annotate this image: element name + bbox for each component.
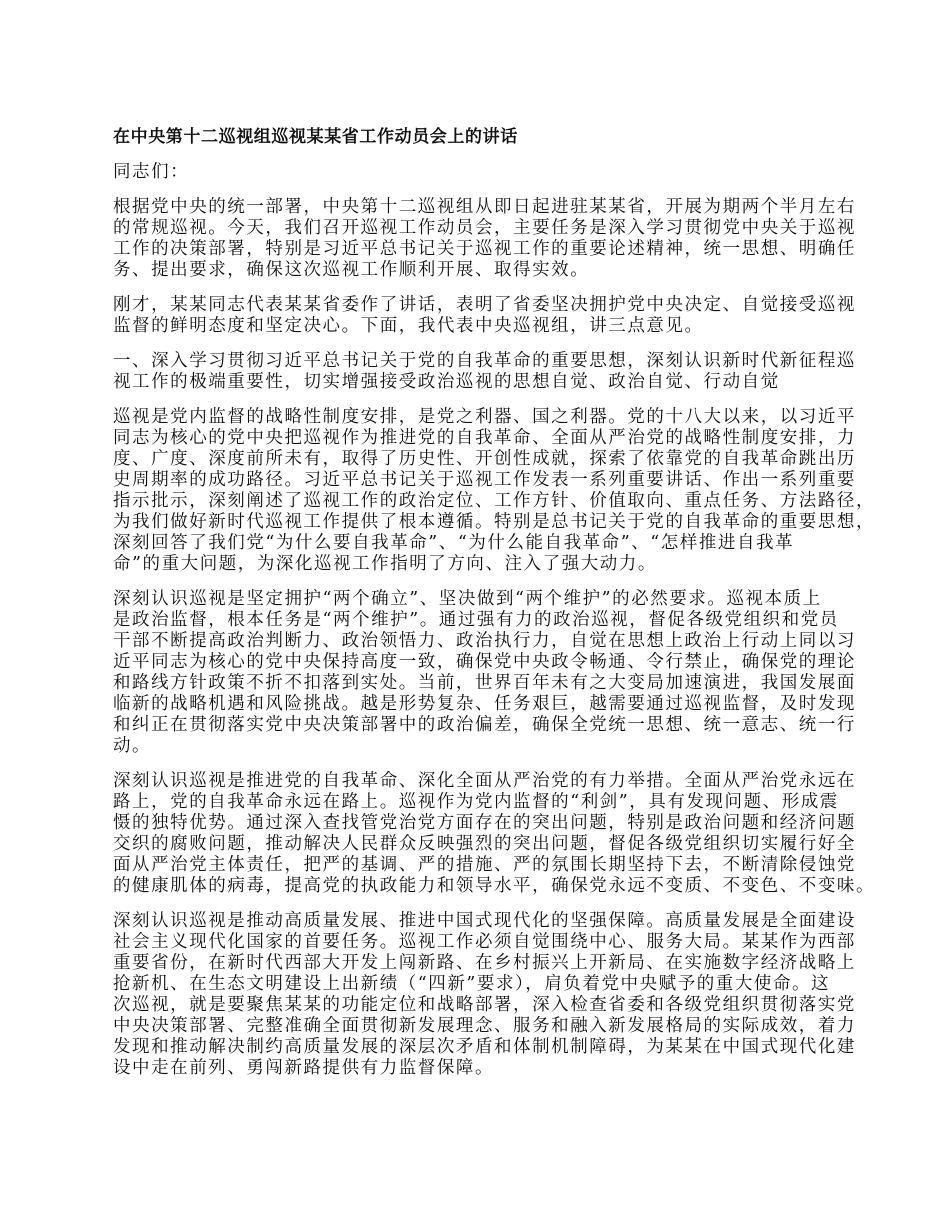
- text-line: 务、提出要求，确保这次巡视工作顺利开展、取得实效。: [113, 260, 590, 280]
- text-line: 的健康肌体的病毒，提高党的执政能力和领导水平，确保党永远不变质、不变色、不变味。: [113, 876, 875, 896]
- paragraph: [113, 197, 856, 281]
- text-line: 巡视是党内监督的战略性制度安排，是党之利器、国之利器。党的十八大以来，以习近平: [113, 407, 856, 427]
- text-line: 同志为核心的党中央把巡视作为推进党的自我革命、全面从严治党的战略性制度安排，力: [113, 428, 856, 448]
- text-line: 动。: [113, 736, 152, 756]
- paragraph: [113, 771, 875, 897]
- text-line: 中央决策部署、完整准确全面贯彻新发展理念、服务和融入新发展格局的实际成效，着力: [113, 1016, 856, 1036]
- text-line: 刚才，某某同志代表某某省委作了讲话，表明了省委坚决拥护党中央决定、自觉接受巡视: [113, 295, 856, 315]
- text-line: 度、广度、深度前所未有，取得了历史性、开创性成就，探索了依靠党的自我革命跳出历: [113, 449, 856, 469]
- text-line: 指示批示，深刻阐述了巡视工作的政治定位、工作方针、价值取向、重点任务、方法路径，: [113, 491, 875, 511]
- text-line: 发现和推动解决制约高质量发展的深层次矛盾和体制机制障碍，为某某在中国式现代化建: [113, 1037, 856, 1057]
- text-line: 监督的鲜明态度和坚定决心。下面，我代表中央巡视组，讲三点意见。: [113, 316, 704, 336]
- text-line: 近平同志为核心的党中央保持高度一致，确保党中央政令畅通、令行禁止，确保党的理论: [113, 652, 856, 672]
- text-line: 同志们：: [113, 162, 190, 182]
- text-line: 慑的独特优势。通过深入查找管党治党方面存在的突出问题，特别是政治问题和经济问题: [113, 813, 856, 833]
- text-line: 根据党中央的统一部署，中央第十二巡视组从即日起进驻某某省，开展为期两个半月左右: [113, 197, 856, 217]
- text-line: 工作的决策部署，特别是习近平总书记关于巡视工作的重要论述精神，统一思想、明确任: [113, 239, 856, 259]
- text-line: 深刻认识巡视是推动高质量发展、推进中国式现代化的坚强保障。高质量发展是全面建设: [113, 911, 856, 931]
- text-line: 是政治监督，根本任务是“两个维护”。通过强有力的政治巡视，督促各级党组织和党员: [113, 610, 839, 630]
- document-body: [113, 162, 875, 1079]
- text-line: 路上，党的自我革命永远在路上。巡视作为党内监督的“利剑”，具有发现问题、形成震: [113, 792, 839, 812]
- text-line: 深刻认识巡视是推进党的自我革命、深化全面从严治党的有力举措。全面从严治党永远在: [113, 771, 856, 791]
- text-line: 交织的腐败问题，推动解决人民群众反映强烈的突出问题，督促各级党组织切实履行好全: [113, 834, 856, 854]
- paragraph: [113, 589, 856, 757]
- text-line: 社会主义现代化国家的首要任务。巡视工作必须自觉围绕中心、服务大局。某某作为西部: [113, 932, 856, 952]
- text-line: 和纠正在贯彻落实党中央决策部署中的政治偏差，确保全党统一思想、统一意志、统一行: [113, 715, 856, 735]
- text-line: 和路线方针政策不折不扣落到实处。当前，世界百年未有之大变局加速演进，我国发展面: [113, 673, 856, 693]
- text-line: 深刻回答了我们党“为什么要自我革命”、“为什么能自我革命”、“怎样推进自我革: [113, 533, 795, 553]
- text-line: 视工作的极端重要性，切实增强接受政治巡视的思想自觉、政治自觉、行动自觉: [113, 372, 780, 392]
- paragraph: [113, 295, 856, 337]
- document-title: 在中央第十二巡视组巡视某某省工作动员会上的讲话: [113, 127, 518, 147]
- text-line: 为我们做好新时代巡视工作提供了根本遵循。特别是总书记关于党的自我革命的重要思想，: [113, 512, 875, 532]
- text-line: 命”的重大问题，为深化巡视工作指明了方向、注入了强大动力。: [113, 554, 657, 574]
- text-line: 抢新机、在生态文明建设上出新绩（“四新”要求），肩负着党中央赋予的重大使命。这: [113, 974, 831, 994]
- paragraph: [113, 407, 875, 575]
- text-line: 史周期率的成功路径。习近平总书记关于巡视工作发表一系列重要讲话、作出一系列重要: [113, 470, 856, 490]
- text-line: 次巡视，就是要聚焦某某的功能定位和战略部署，深入检查省委和各级党组织贯彻落实党: [113, 995, 856, 1015]
- text-line: 深刻认识巡视是坚定拥护“两个确立”、坚决做到“两个维护”的必然要求。巡视本质上: [113, 589, 822, 609]
- text-line: 临新的战略机遇和风险挑战。越是形势复杂、任务艰巨，越需要通过巡视监督，及时发现: [113, 694, 856, 714]
- salutation: [113, 162, 853, 183]
- paragraph: [113, 351, 856, 393]
- document-page: [113, 127, 875, 1093]
- text-line: 设中走在前列、勇闯新路提供有力监督保障。: [113, 1058, 494, 1078]
- text-line: 的常规巡视。今天，我们召开巡视工作动员会，主要任务是深入学习贯彻党中央关于巡视: [113, 218, 856, 238]
- text-line: 重要省份，在新时代西部大开发上闯新路、在乡村振兴上开新局、在实施数字经济战略上: [113, 953, 856, 973]
- paragraph: [113, 911, 856, 1079]
- text-line: 面从严治党主体责任，把严的基调、严的措施、严的氛围长期坚持下去，不断清除侵蚀党: [113, 855, 856, 875]
- text-line: 一、深入学习贯彻习近平总书记关于党的自我革命的重要思想，深刻认识新时代新征程巡: [113, 351, 856, 371]
- text-line: 干部不断提高政治判断力、政治领悟力、政治执行力，自觉在思想上政治上行动上同以习: [113, 631, 856, 651]
